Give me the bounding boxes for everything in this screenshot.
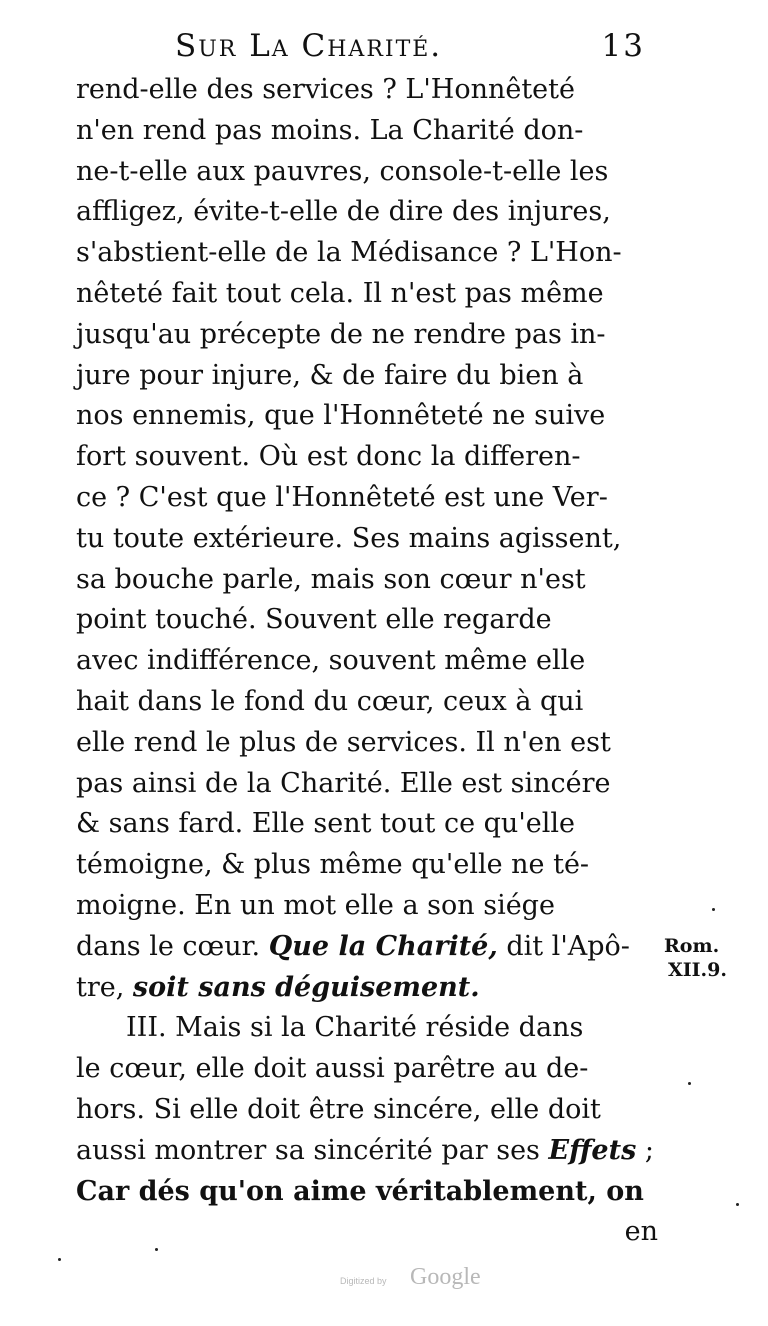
text-line: jusqu'au précepte de ne rendre pas in- <box>76 318 606 350</box>
digitization-watermark <box>340 1264 540 1294</box>
text-line: hait dans le fond du cœur, ceux à qui <box>76 685 584 717</box>
body-text <box>76 70 658 1253</box>
text-line: témoigne, & plus même qu'elle ne té- <box>76 849 590 881</box>
apostle-quote-line-2 <box>76 968 658 1009</box>
italic-quote: Que la Charité, <box>268 930 498 962</box>
apostle-quote-line <box>76 927 658 968</box>
text-line: le cœur, elle doit aussi parêtre au de- <box>76 1053 589 1085</box>
text-line: nêteté fait tout cela. Il n'est pas même <box>76 277 604 309</box>
text-line: tu toute extérieure. Ses mains agissent, <box>76 522 622 554</box>
text-run: aussi montrer sa sincérité par ses <box>76 1134 549 1166</box>
margin-note-line: Rom. <box>664 935 720 957</box>
page-number: 13 <box>601 28 645 64</box>
catchword: en <box>624 1216 658 1248</box>
digitized-by-label: Digitized by <box>340 1276 387 1286</box>
text-line: rend-elle des services ? L'Honnêteté <box>76 74 575 105</box>
text-line: ne-t-elle aux pauvres, console-t-elle les <box>76 155 609 187</box>
text-line: sa bouche parle, mais son cœur n'est <box>76 563 586 595</box>
text-run: tre, <box>76 971 133 1003</box>
paper-speck <box>736 1203 739 1206</box>
text-run: dans le cœur. <box>76 930 269 962</box>
text-line: avec indifférence, souvent même elle <box>76 645 586 677</box>
running-head <box>175 28 655 72</box>
text-run: ; <box>636 1134 654 1166</box>
text-run: dit l'Apô- <box>497 930 630 962</box>
text-line: point touché. Souvent elle regarde <box>76 604 552 636</box>
margin-note <box>664 934 764 982</box>
text-line: affligez, évite-t-elle de dire des injures, <box>76 196 611 228</box>
effets-line <box>76 1131 658 1172</box>
text-line: elle rend le plus de services. Il n'en est <box>76 726 611 758</box>
text-line: & sans fard. Elle sent tout ce qu'elle <box>76 808 575 840</box>
paper-speck <box>58 1258 61 1261</box>
paper-speck <box>688 1082 691 1085</box>
paper-speck <box>155 1248 158 1251</box>
section-heading-line: III. Mais si la Charité réside dans <box>126 1012 584 1044</box>
text-line: Car dés qu'on aime véritablement, on <box>76 1175 644 1207</box>
running-title: Sur La Charité. <box>175 28 443 64</box>
italic-word: Effets <box>548 1134 637 1166</box>
text-line: fort souvent. Où est donc la differen- <box>76 441 581 473</box>
text-line: moigne. En un mot elle a son siége <box>76 889 555 921</box>
italic-quote: soit sans déguisement. <box>132 971 480 1003</box>
text-line: ce ? C'est que l'Honnêteté est une Ver- <box>76 481 608 513</box>
margin-note-line: XII.9. <box>668 959 727 981</box>
paper-speck <box>712 908 715 911</box>
text-line: hors. Si elle doit être sincére, elle doit <box>76 1093 601 1125</box>
text-line: pas ainsi de la Charité. Elle est sincére <box>76 767 611 799</box>
text-line: nos ennemis, que l'Honnêteté ne suive <box>76 400 606 432</box>
google-logo: Google <box>410 1264 481 1290</box>
text-line: s'abstient-elle de la Médisance ? L'Hon- <box>76 237 622 269</box>
text-line: n'en rend pas moins. La Charité don- <box>76 114 584 146</box>
text-line: jure pour injure, & de faire du bien à <box>76 359 584 391</box>
